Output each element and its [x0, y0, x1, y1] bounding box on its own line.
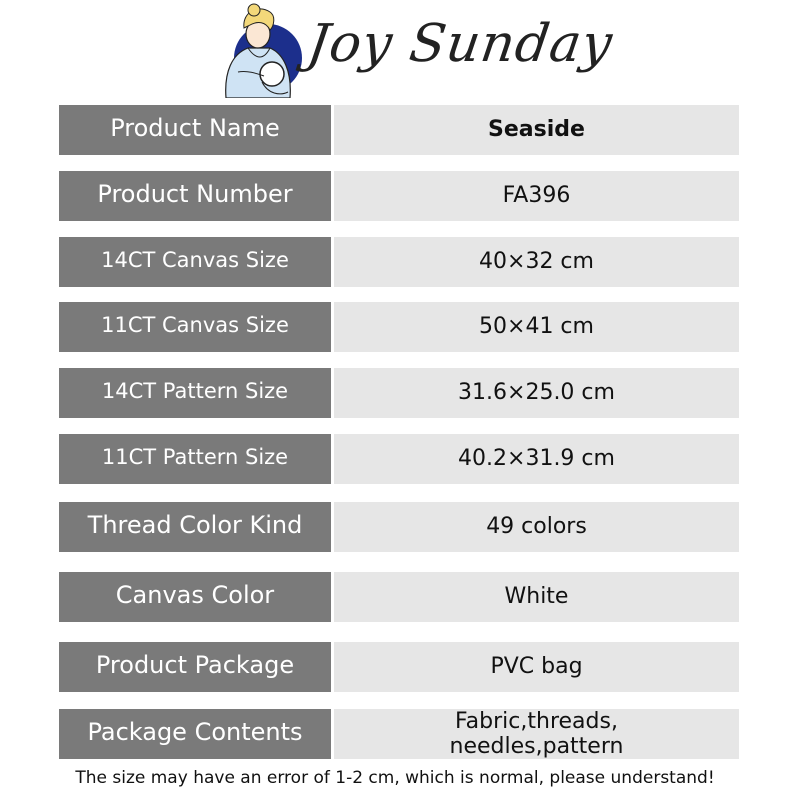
spec-label: 11CT Canvas Size	[59, 302, 331, 352]
spec-value: 31.6×25.0 cm	[334, 368, 739, 418]
spec-label: Product Package	[59, 642, 331, 692]
spec-row-product-package	[59, 642, 739, 692]
spec-row-package-contents	[59, 709, 739, 759]
spec-value: 40.2×31.9 cm	[334, 434, 739, 484]
spec-value-line: Fabric,threads,	[455, 709, 618, 734]
spec-value	[334, 709, 739, 759]
embroidery-lady-logo-icon	[218, 2, 302, 98]
brand-name: Joy Sunday	[303, 14, 617, 74]
spec-value: White	[334, 572, 739, 622]
spec-row-thread-color-kind	[59, 502, 739, 552]
spec-value: 40×32 cm	[334, 237, 739, 287]
spec-value: 49 colors	[334, 502, 739, 552]
spec-row-product-number	[59, 171, 739, 221]
spec-label: Package Contents	[59, 709, 331, 759]
spec-value: 50×41 cm	[334, 302, 739, 352]
brand-header	[0, 0, 800, 100]
spec-value: PVC bag	[334, 642, 739, 692]
spec-label: 14CT Pattern Size	[59, 368, 331, 418]
spec-label: Thread Color Kind	[59, 502, 331, 552]
spec-value-line: needles,pattern	[449, 734, 624, 759]
spec-row-14ct-canvas-size	[59, 237, 739, 287]
spec-row-canvas-color	[59, 572, 739, 622]
spec-value: Seaside	[334, 105, 739, 155]
spec-label: Product Number	[59, 171, 331, 221]
spec-row-14ct-pattern-size	[59, 368, 739, 418]
spec-value: FA396	[334, 171, 739, 221]
spec-label: 11CT Pattern Size	[59, 434, 331, 484]
spec-label: 14CT Canvas Size	[59, 237, 331, 287]
spec-row-product-name	[59, 105, 739, 155]
spec-label: Product Name	[59, 105, 331, 155]
spec-row-11ct-canvas-size	[59, 302, 739, 352]
size-error-note: The size may have an error of 1-2 cm, which is normal, please understand!	[75, 768, 715, 788]
spec-label: Canvas Color	[59, 572, 331, 622]
spec-row-11ct-pattern-size	[59, 434, 739, 484]
